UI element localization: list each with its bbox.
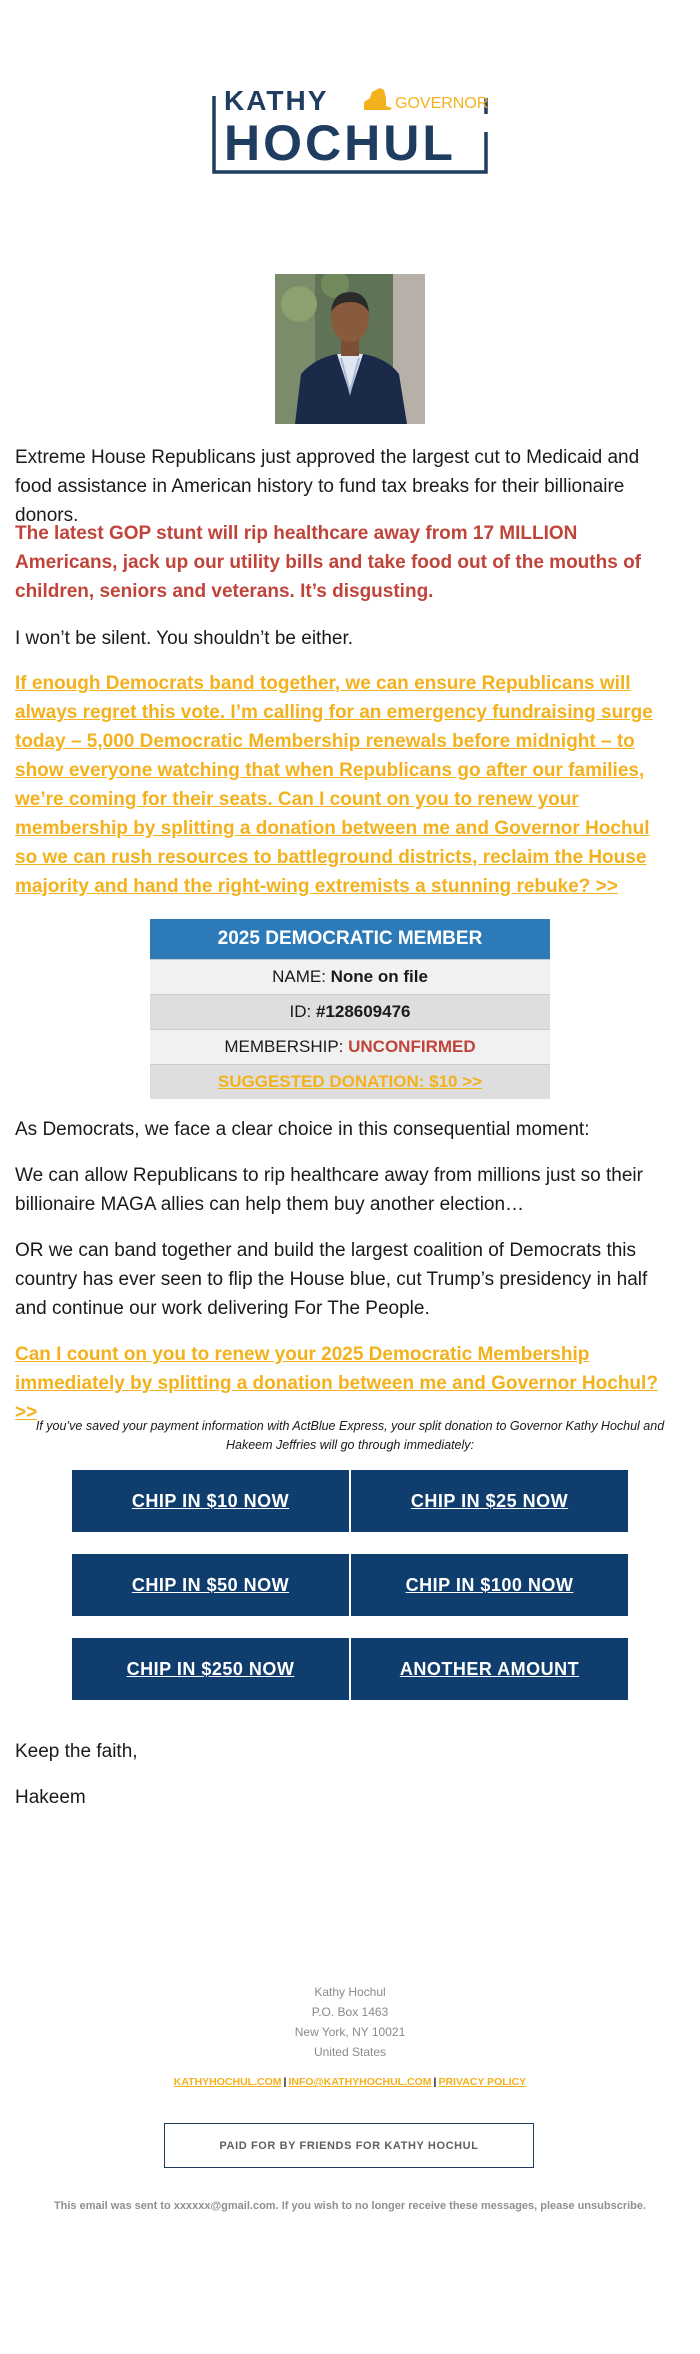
membership-card bbox=[150, 919, 550, 1099]
logo-title: GOVERNOR bbox=[395, 95, 488, 112]
chip-in-25-button[interactable]: CHIP IN $25 NOW bbox=[351, 1470, 628, 1532]
membership-label: MEMBERSHIP: bbox=[224, 1037, 349, 1056]
chip-in-100-button[interactable]: CHIP IN $100 NOW bbox=[351, 1554, 628, 1616]
suggested-donation-row bbox=[150, 1064, 550, 1099]
gop-warning-paragraph: The latest GOP stunt will rip healthcare away from 17 MILLION Americans, jack up our utility bills and take food out of the mouths of children, seniors and veterans. It’s disgusting. bbox=[15, 523, 641, 602]
footer-country: United States bbox=[313, 2045, 387, 2059]
clear-choice-paragraph: As Democrats, we face a clear choice in this consequential moment: bbox=[15, 1119, 590, 1140]
membership-card-title: 2025 DEMOCRATIC MEMBER bbox=[150, 919, 550, 959]
logo-first-name: KATHY bbox=[224, 85, 329, 116]
signature: Hakeem bbox=[15, 1787, 86, 1808]
suggested-donation-link[interactable]: SUGGESTED DONATION: $10 >> bbox=[217, 1072, 483, 1091]
intro-paragraph: Extreme House Republicans just approved the largest cut to Medicaid and food assistance in American history to fund tax breaks for their billionaire donors. bbox=[15, 447, 640, 526]
signoff: Keep the faith, bbox=[15, 1741, 138, 1762]
option-two-paragraph: OR we can band together and build the largest coalition of Democrats this country has ever seen to flip the House blue, cut Trump’s presidency in half and continue our work delivering For The People. bbox=[15, 1240, 648, 1319]
paid-for-by-box bbox=[164, 2123, 534, 2168]
membership-status-row bbox=[150, 1029, 550, 1064]
chip-in-250-button[interactable]: CHIP IN $250 NOW bbox=[72, 1638, 349, 1700]
hakeem-jeffries-photo bbox=[275, 274, 425, 424]
new-york-state-icon bbox=[364, 88, 392, 110]
logo-last-name: HOCHUL bbox=[224, 115, 456, 171]
unsubscribe-notice: This email was sent to xxxxxx@gmail.com. If you wish to no longer receive these messages, please unsubscribe. bbox=[53, 2200, 647, 2212]
name-label: NAME: bbox=[272, 967, 331, 986]
chip-in-50-button[interactable]: CHIP IN $50 NOW bbox=[72, 1554, 349, 1616]
footer-links bbox=[0, 2076, 700, 2088]
footer-po-box: P.O. Box 1463 bbox=[311, 2005, 389, 2019]
name-value: None on file bbox=[330, 967, 428, 986]
id-label: ID: bbox=[289, 1002, 316, 1021]
kathy-hochul-logo bbox=[212, 84, 488, 174]
footer-org: Kathy Hochul bbox=[314, 1985, 386, 1999]
renew-2025-membership-link[interactable]: Can I count on you to renew your 2025 Democratic Membership immediately by splitting a donation between me and Governor Hochul? >> bbox=[15, 1344, 658, 1423]
renew-membership-link[interactable]: If enough Democrats band together, we can ensure Republicans will always regret this vote. I’m calling for an emergency fundraising surge today – 5,000 Democratic Membership renewals before midnight – to show everyone watching that when Republicans go after our families, we’re coming for their seats. Can I count on you to renew your membership by splitting a donation between me and Governor Hochul so we can rush resources to battleground districts, reclaim the House majority and hand the right-wing extremists a stunning rebuke? >> bbox=[15, 673, 653, 897]
email-link[interactable]: INFO@KATHYHOCHUL.COM bbox=[288, 2076, 432, 2088]
another-amount-button[interactable]: ANOTHER AMOUNT bbox=[351, 1638, 628, 1700]
footer-city: New York, NY 10021 bbox=[294, 2025, 406, 2039]
membership-name-row bbox=[150, 959, 550, 994]
paid-for-by-text: PAID FOR BY FRIENDS FOR KATHY HOCHUL bbox=[219, 2139, 479, 2152]
membership-id-row bbox=[150, 994, 550, 1029]
option-one-paragraph: We can allow Republicans to rip healthcare away from millions just so their billionaire MAGA allies can help them buy another election… bbox=[15, 1165, 643, 1215]
membership-status-value: UNCONFIRMED bbox=[348, 1037, 476, 1056]
link-separator: | bbox=[283, 2076, 287, 2088]
link-separator: | bbox=[433, 2076, 437, 2088]
wont-be-silent-paragraph: I won’t be silent. You shouldn’t be either. bbox=[15, 628, 354, 649]
actblue-express-note: If you’ve saved your payment information with ActBlue Express, your split donation to Governor Kathy Hochul and Hakeem Jeffries will go through immediately: bbox=[35, 1419, 665, 1452]
id-value: #128609476 bbox=[315, 1002, 411, 1021]
chip-in-10-button[interactable]: CHIP IN $10 NOW bbox=[72, 1470, 349, 1532]
website-link[interactable]: KATHYHOCHUL.COM bbox=[173, 2076, 282, 2088]
privacy-policy-link[interactable]: PRIVACY POLICY bbox=[438, 2076, 527, 2088]
